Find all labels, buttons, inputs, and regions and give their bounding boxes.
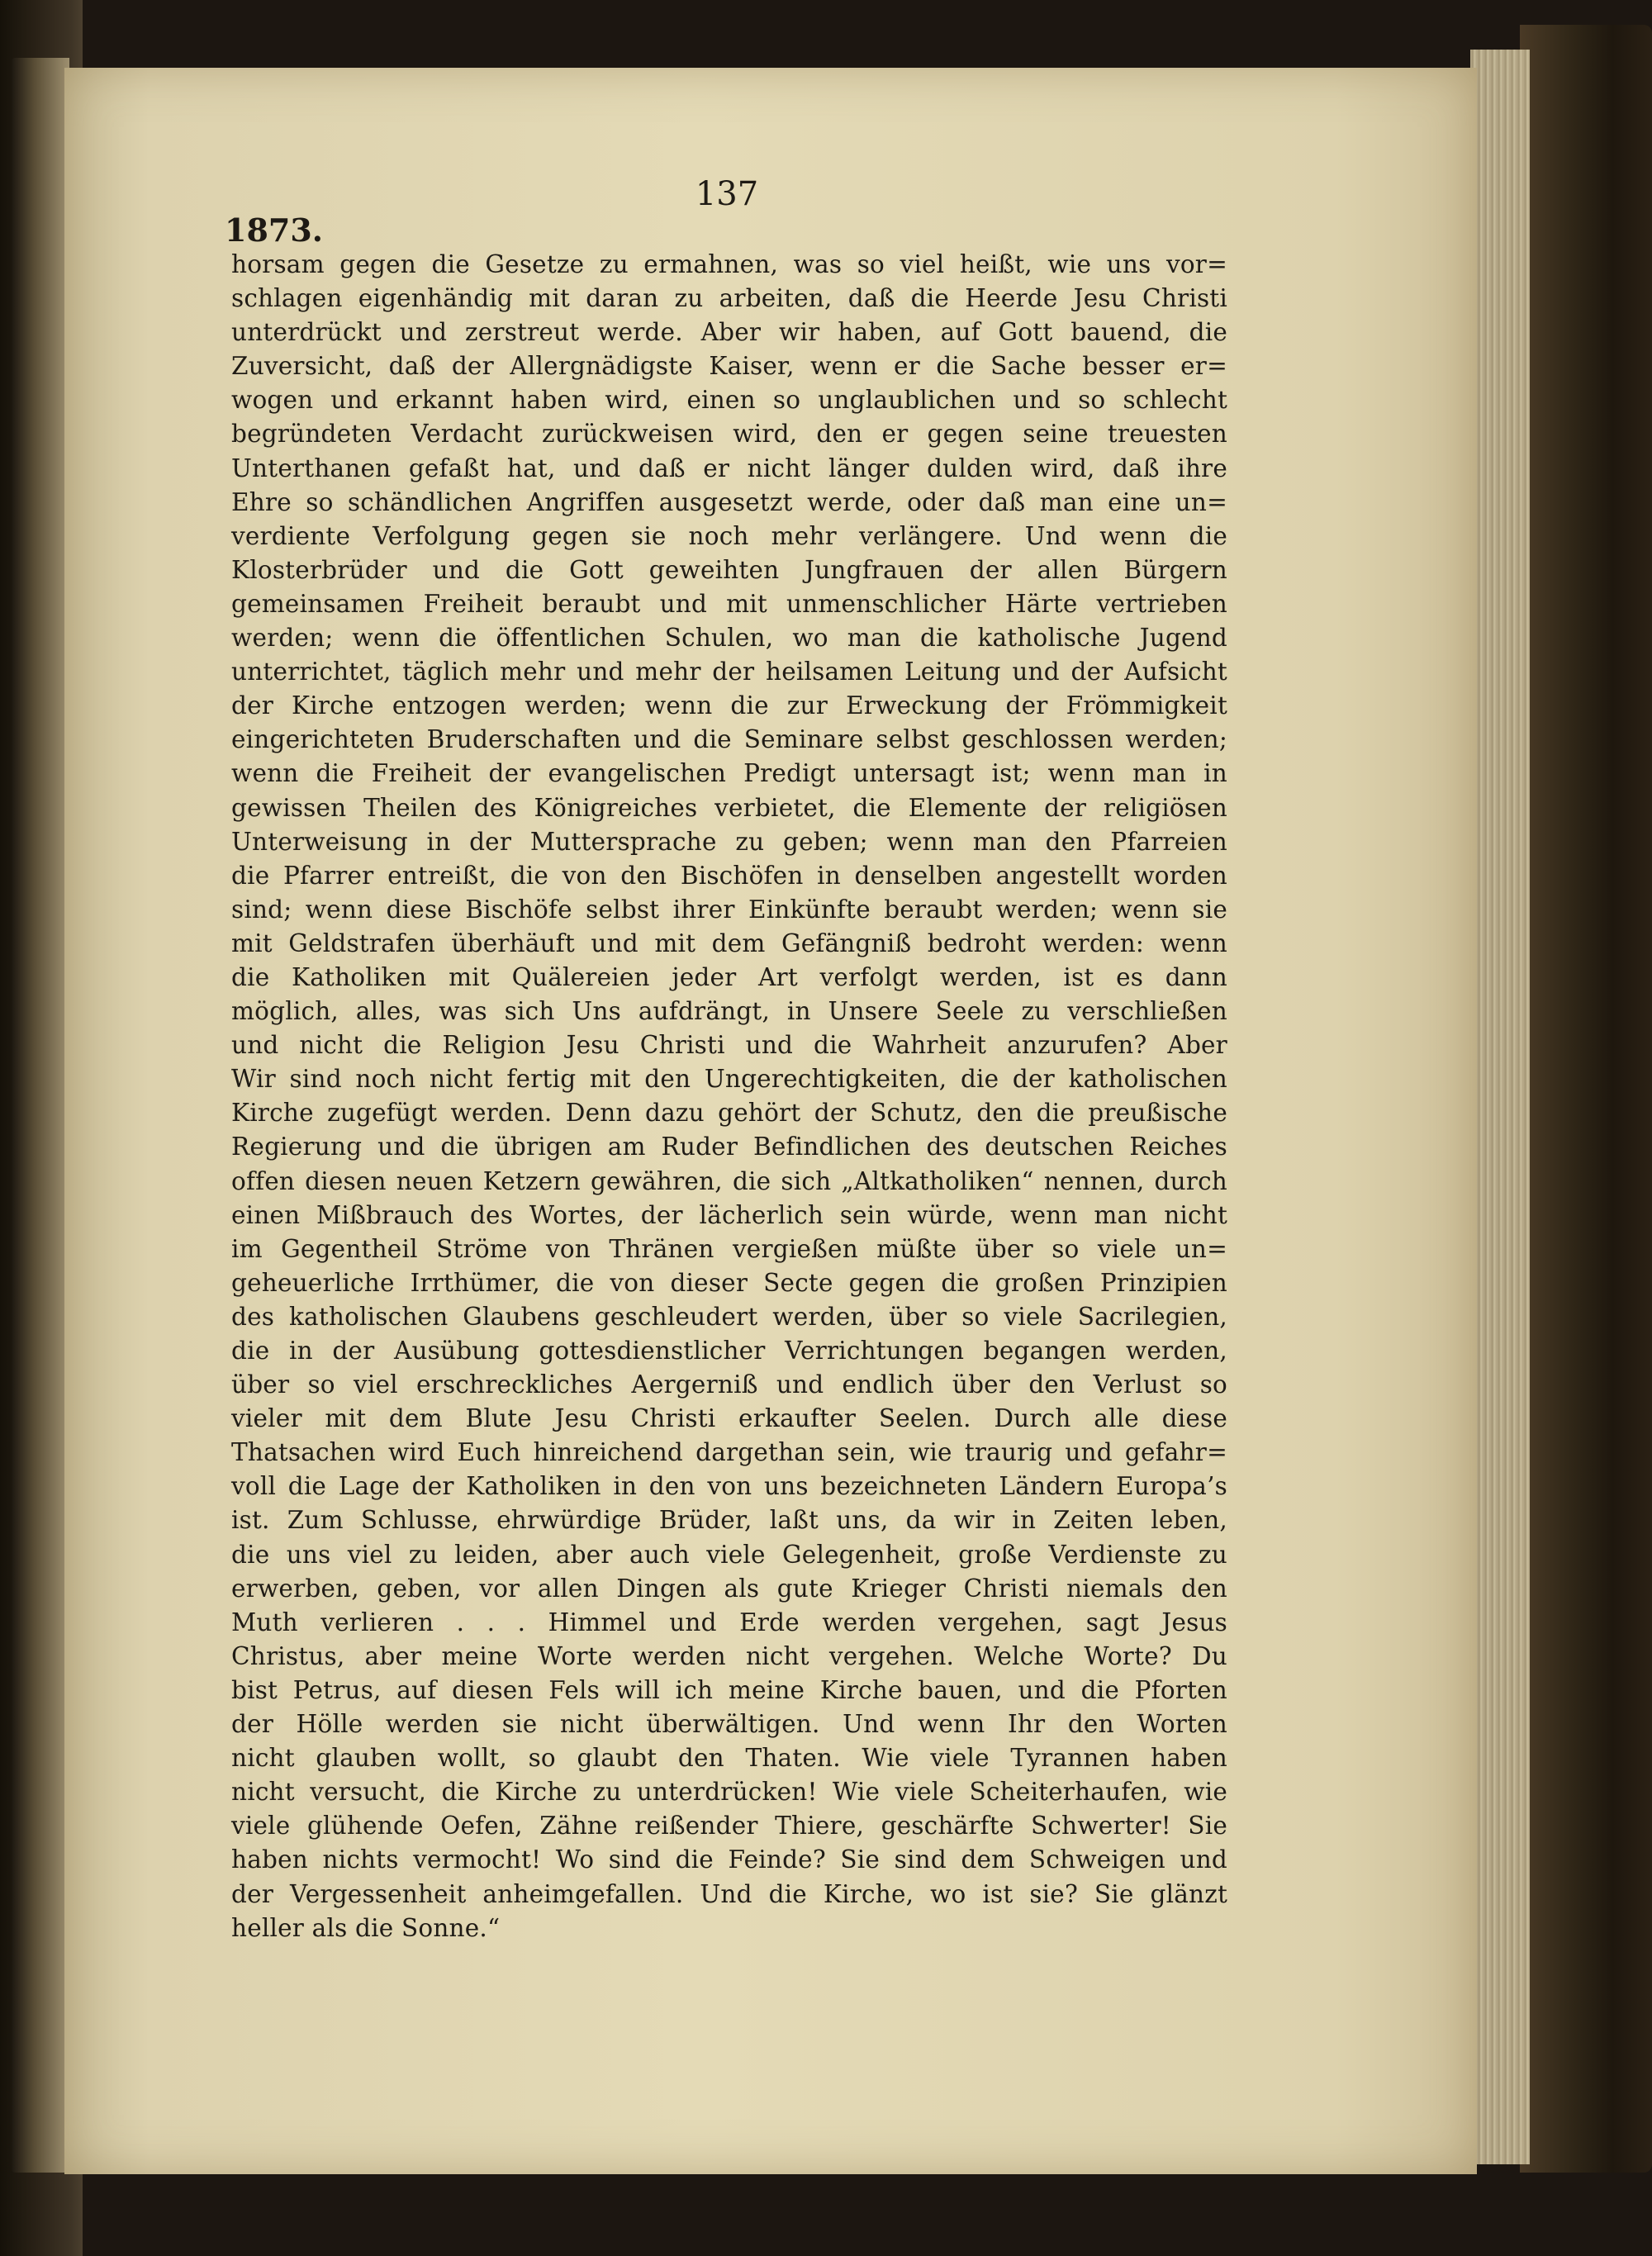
text-line: Unterweisung in der Muttersprache zu geben; wenn man den Pfarreien <box>231 827 1227 856</box>
text-line: unterdrückt und zerstreut werde. Aber wir haben, auf Gott bauend, die <box>231 318 1227 347</box>
text-line: Wir sind noch nicht fertig mit den Ungerechtigkeiten, die der katholischen <box>231 1065 1227 1094</box>
text-line: wenn die Freiheit der evangelischen Predigt untersagt ist; wenn man in <box>231 759 1227 788</box>
text-line: voll die Lage der Katholiken in den von uns bezeichneten Ländern Europa’s <box>231 1472 1227 1501</box>
text-line: gewissen Theilen des Königreiches verbietet, die Elemente der religiösen <box>231 793 1227 822</box>
text-line: Kirche zugefügt werden. Denn dazu gehört der Schutz, den die preußische <box>231 1099 1227 1128</box>
text-line: horsam gegen die Gesetze zu ermahnen, was so viel heißt, wie uns vor= <box>231 250 1227 278</box>
text-line: gemeinsamen Freiheit beraubt und mit unmenschlicher Härte vertrieben <box>231 589 1227 618</box>
year-heading: 1873. <box>225 211 323 249</box>
text-line: im Gegentheil Ströme von Thränen vergießen müßte über so viele un= <box>231 1234 1227 1263</box>
text-line: Zuversicht, daß der Allergnädigste Kaiser, wenn er die Sache besser er= <box>231 352 1227 381</box>
text-line: einen Mißbrauch des Wortes, der lächerlich sein würde, wenn man nicht <box>231 1200 1227 1229</box>
text-line: verdiente Verfolgung gegen sie noch mehr verlängere. Und wenn die <box>231 521 1227 550</box>
text-line: nicht glauben wollt, so glaubt den Thaten. Wie viele Tyrannen haben <box>231 1744 1227 1773</box>
text-line: begründeten Verdacht zurückweisen wird, den er gegen seine treuesten <box>231 420 1227 449</box>
text-line: und nicht die Religion Jesu Christi und die Wahrheit anzurufen? Aber <box>231 1031 1227 1060</box>
text-line: sind; wenn diese Bischöfe selbst ihrer Einkünfte beraubt werden; wenn sie <box>231 895 1227 924</box>
text-line: erwerben, geben, vor allen Dingen als gute Krieger Christi niemals den <box>231 1574 1227 1603</box>
text-line: heller als die Sonne.“ <box>231 1913 501 1942</box>
text-line: geheuerliche Irrthümer, die von dieser Secte gegen die großen Prinzipien <box>231 1268 1227 1297</box>
text-line: offen diesen neuen Ketzern gewähren, die sich „Altkatholiken“ nennen, durch <box>231 1166 1227 1195</box>
text-line: über so viel erschreckliches Aergerniß und endlich über den Verlust so <box>231 1370 1227 1399</box>
book-cover-right <box>1520 25 1652 2173</box>
text-line: Klosterbrüder und die Gott geweihten Jungfrauen der allen Bürgern <box>231 555 1227 584</box>
facing-page-edge <box>12 58 69 2173</box>
text-line: Christus, aber meine Worte werden nicht vergehen. Welche Worte? Du <box>231 1641 1227 1670</box>
text-line: Muth verlieren . . . Himmel und Erde werden vergehen, sagt Jesus <box>231 1608 1227 1636</box>
text-line: haben nichts vermocht! Wo sind die Feinde? Sie sind dem Schweigen und <box>231 1845 1227 1874</box>
text-line: der Vergessenheit anheimgefallen. Und die Kirche, wo ist sie? Sie glänzt <box>231 1879 1227 1908</box>
text-line: Unterthanen gefaßt hat, und daß er nicht länger dulden wird, daß ihre <box>231 454 1227 482</box>
text-line: der Hölle werden sie nicht überwältigen. Und wenn Ihr den Worten <box>231 1710 1227 1739</box>
page-edges-stack <box>1470 50 1530 2164</box>
text-line: des katholischen Glaubens geschleudert werden, über so viele Sacrilegien, <box>231 1302 1227 1331</box>
body-text <box>231 248 1227 1945</box>
text-line: die Pfarrer entreißt, die von den Bischöfen in denselben angestellt worden <box>231 861 1227 890</box>
text-line: die in der Ausübung gottesdienstlicher Verrichtungen begangen werden, <box>231 1337 1227 1365</box>
text-line: nicht versucht, die Kirche zu unterdrücken! Wie viele Scheiterhaufen, wie <box>231 1778 1227 1807</box>
text-line: vieler mit dem Blute Jesu Christi erkaufter Seelen. Durch alle diese <box>231 1404 1227 1433</box>
text-line: werden; wenn die öffentlichen Schulen, wo man die katholische Jugend <box>231 624 1227 653</box>
text-line: Regierung und die übrigen am Ruder Befindlichen des deutschen Reiches <box>231 1133 1227 1161</box>
text-line: unterrichtet, täglich mehr und mehr der heilsamen Leitung und der Aufsicht <box>231 658 1227 686</box>
text-line: bist Petrus, auf diesen Fels will ich meine Kirche bauen, und die Pforten <box>231 1675 1227 1704</box>
text-line: schlagen eigenhändig mit daran zu arbeiten, daß die Heerde Jesu Christi <box>231 284 1227 313</box>
text-line: eingerichteten Bruderschaften und die Seminare selbst geschlossen werden; <box>231 725 1227 754</box>
text-line: wogen und erkannt haben wird, einen so unglaublichen und so schlecht <box>231 386 1227 415</box>
text-line: Ehre so schändlichen Angriffen ausgesetzt werde, oder daß man eine un= <box>231 487 1227 516</box>
text-line: der Kirche entzogen werden; wenn die zur Erweckung der Frömmigkeit <box>231 691 1227 720</box>
page-number: 137 <box>695 175 759 213</box>
text-line: Thatsachen wird Euch hinreichend dargethan sein, wie traurig und gefahr= <box>231 1438 1227 1467</box>
text-line: die Katholiken mit Quälereien jeder Art verfolgt werden, ist es dann <box>231 962 1227 991</box>
text-line: die uns viel zu leiden, aber auch viele Gelegenheit, große Verdienste zu <box>231 1540 1227 1569</box>
text-line: mit Geldstrafen überhäuft und mit dem Gefängniß bedroht werden: wenn <box>231 929 1227 957</box>
text-line: möglich, alles, was sich Uns aufdrängt, in Unsere Seele zu verschließen <box>231 997 1227 1026</box>
text-line: viele glühende Oefen, Zähne reißender Thiere, geschärfte Schwerter! Sie <box>231 1812 1227 1840</box>
text-line: ist. Zum Schlusse, ehrwürdige Brüder, laßt uns, da wir in Zeiten leben, <box>231 1506 1227 1535</box>
